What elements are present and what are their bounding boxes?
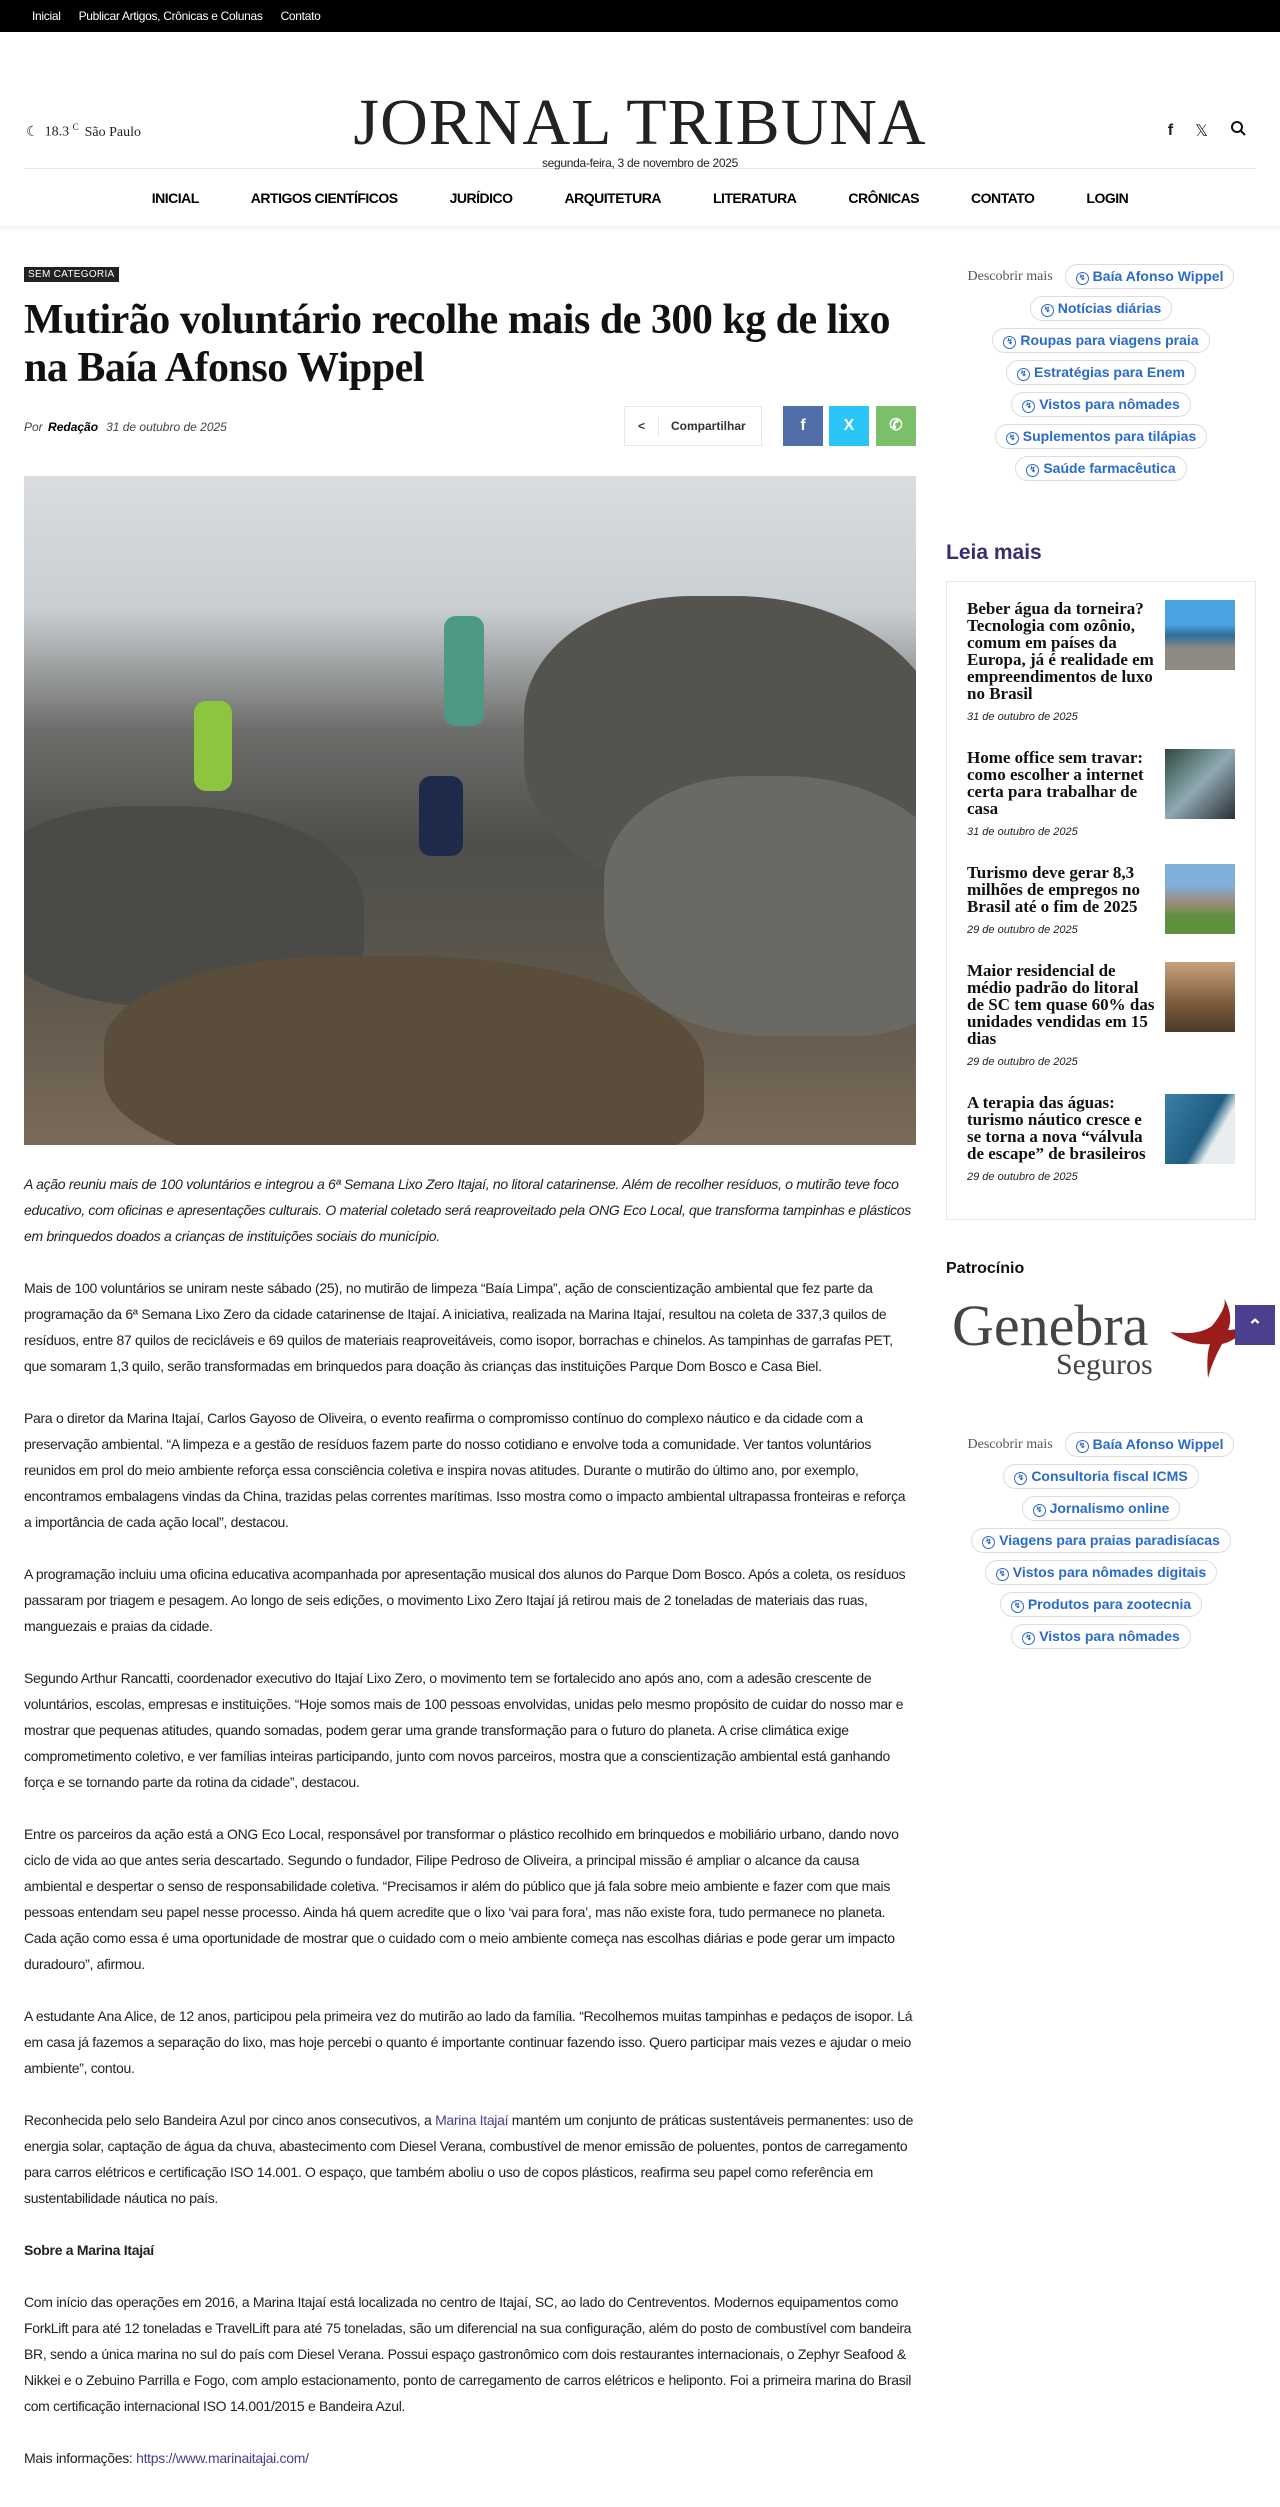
discover-label: Descobrir mais (967, 268, 1053, 284)
article (24, 264, 916, 2471)
main-nav (24, 168, 1256, 226)
bolt-icon: ↯ (1014, 1472, 1027, 1485)
related-thumbnail[interactable] (1165, 749, 1235, 819)
related-date: 29 de outubro de 2025 (967, 1056, 1078, 1068)
discover-pill[interactable]: ↯ Vistos para nômades (1011, 392, 1191, 417)
related-article[interactable] (967, 962, 1235, 1068)
related-title[interactable]: Home office sem travar: como escolher a internet certa para trabalhar de casa (967, 748, 1144, 818)
discover-pill[interactable]: ↯ Notícias diárias (1030, 296, 1173, 321)
facebook-icon[interactable]: f (1167, 121, 1174, 139)
related-date: 29 de outubro de 2025 (967, 1171, 1078, 1183)
nav-arquitetura[interactable]: ARQUITETURA (564, 189, 661, 206)
related-article[interactable] (967, 600, 1235, 723)
bolt-icon: ↯ (996, 1568, 1009, 1581)
share-label: Compartilhar (671, 419, 746, 433)
paragraph: A estudante Ana Alice, de 12 anos, participou pela primeira vez do mutirão ao lado da família. “Recolhemos muitas tampinhas e pedaços de isopor. Lá em casa já fazemos a separação do lixo, mas hoje percebi o quanto é importante continuar fazendo isso. Quero participar mais vezes e ajudar o meio ambiente”, contou. (24, 2008, 913, 2076)
marina-url-link[interactable]: https://www.marinaitajai.com/ (136, 2450, 309, 2466)
nav-divider (0, 226, 1280, 232)
nav-contato[interactable]: CONTATO (971, 189, 1035, 206)
header-date: segunda-feira, 3 de novembro de 2025 (541, 156, 738, 170)
sponsor-heading: Patrocínio (946, 1260, 1025, 1277)
discover-pill[interactable]: ↯ Baía Afonso Wippel (1065, 1432, 1235, 1457)
bolt-icon: ↯ (982, 1536, 995, 1549)
nav-literatura[interactable]: LITERATURA (712, 189, 797, 206)
x-icon[interactable]: 𝕏 (1195, 122, 1208, 140)
discover-pill[interactable]: ↯ Estratégias para Enem (1006, 360, 1196, 385)
share-button[interactable] (624, 406, 762, 446)
paragraph: A programação incluiu uma oficina educativa acompanhada por apresentação musical dos alunos do Parque Dom Bosco. Após a coleta, os resíduos passaram por triagem e pesagem. Ao longo de seis edições, o movimento Lixo Zero Itajaí já retirou mais de 2 toneladas de materiais das ruas, manguezais e praias da cidade. (24, 1566, 906, 1634)
search-icon[interactable] (1230, 120, 1246, 141)
discover-pill[interactable]: ↯ Produtos para zootecnia (1000, 1592, 1202, 1617)
discover-pill[interactable]: ↯ Vistos para nômades (1011, 1624, 1191, 1649)
paragraph: Reconhecida pelo selo Bandeira Azul por cinco anos consecutivos, a Marina Itajaí mantém um conjunto de práticas sustentáveis permanentes: uso de energia solar, captação de água da chuva, abastecimento com Diesel Verana, combustível de menor emissão de poluentes, pontos de carregamento para carros elétricos e certificação ISO 14.001. O espaço, que também aboliu o uso de copos plásticos, reafirma seu papel como referência em sustentabilidade náutica no país. (24, 2112, 914, 2206)
related-date: 29 de outubro de 2025 (967, 924, 1078, 936)
discover-pill[interactable]: ↯ Roupas para viagens praia (992, 328, 1209, 353)
discover-pill[interactable]: ↯ Baía Afonso Wippel (1065, 264, 1235, 289)
top-link-publicar[interactable]: Publicar Artigos, Crônicas e Colunas (78, 9, 263, 23)
article-date: 31 de outubro de 2025 (106, 420, 227, 434)
bolt-icon: ↯ (1003, 336, 1016, 349)
discover-pills-top (946, 264, 1256, 481)
photo-caption: A ação reuniu mais de 100 voluntários e integrou a 6ª Semana Lixo Zero Itajaí, no litoral catarinense. Além de recolher resíduos, o mutirão teve foco educativo, com oficinas e apresentações culturais. O material coletado será reaproveitado pela ONG Eco Local, que transforma tampinhas e plásticos em brinquedos doados a crianças de instituições sociais do município. (24, 1176, 911, 1244)
paragraph: Com início das operações em 2016, a Marina Itajaí está localizada no centro de Itajaí, SC, ao lado do Centreventos. Modernos equipamentos como ForkLift para até 12 toneladas e TravelLift para até 75 toneladas, são um diferencial na sua configuração, além do posto de combustível com bandeira BR, sendo a única marina no sul do país com Diesel Verana. Possui espaço gastronômico com dois restaurantes internacionais, o Zephyr Seafood & Nikkei e o Zebuino Parrilla e Fogo, com amplo estacionamento, ponto de carregamento de carros elétricos e heliponto. Foi a primeira marina do Brasil com certificação internacional ISO 14.001/2015 e Bandeira Azul. (24, 2294, 912, 2414)
weather-temp: 18.3 $^C$ (44, 122, 79, 140)
by-label: Por (24, 420, 43, 434)
category-badge[interactable]: SEM CATEGORIA (24, 267, 119, 282)
related-title[interactable]: A terapia das águas: turismo náutico cresce e se torna a nova “válvula de escape” de brasileiros (967, 1093, 1146, 1163)
more-info: Mais informações: https://www.marinaitajai.com/ (24, 2450, 309, 2466)
related-thumbnail[interactable] (1165, 600, 1235, 670)
paragraph: Mais de 100 voluntários se uniram neste sábado (25), no mutirão de limpeza “Baía Limpa”, ação de conscientização ambiental que fez parte da programação da 6ª Semana Lixo Zero da cidade catarinense de Itajaí. A iniciativa, realizada na Marina Itajaí, resultou na coleta de 337,3 quilos de resíduos, entre 87 quilos de recicláveis e 69 quilos de materiais reaproveitáveis, como isopor, borrachas e chinelos. As tampinhas de garrafas PET, que somaram 1,3 quilo, serão transformadas em brinquedos para doação às crianças das instituições Parque Dom Bosco e Casa Biel. (24, 1280, 893, 1374)
discover-pills-bottom (946, 1432, 1256, 1649)
article-photo (24, 476, 916, 1145)
nav-juridico[interactable]: JURÍDICO (449, 189, 513, 206)
site-header (0, 32, 1280, 168)
share-icon: < (625, 416, 659, 436)
related-thumbnail[interactable] (1165, 962, 1235, 1032)
top-link-contato[interactable]: Contato (280, 9, 321, 23)
marina-link[interactable]: Marina Itajaí (435, 2112, 509, 2128)
bolt-icon: ↯ (1041, 304, 1054, 317)
bolt-icon: ↯ (1076, 1440, 1089, 1453)
author-link[interactable]: Redação (48, 420, 99, 434)
discover-pill[interactable]: ↯ Suplementos para tilápias (995, 424, 1208, 449)
related-title[interactable]: Beber água da torneira? Tecnologia com ozônio, comum em países da Europa, já é realidade em empreendimentos de luxo no Brasil (967, 599, 1154, 703)
share-whatsapp-button[interactable]: ✆ (876, 406, 916, 446)
bolt-icon: ↯ (1017, 368, 1030, 381)
leia-mais-heading: Leia mais (946, 541, 1042, 564)
paragraph: Segundo Arthur Rancatti, coordenador executivo do Itajaí Lixo Zero, o movimento tem se fortalecido ano após ano, com a adesão crescente de voluntários, escolas, empresas e instituições. “Hoje somos mais de 100 pessoas envolvidas, unidas pelo mesmo propósito de cuidar do nosso mar e mostrar que pequenas atitudes, quando somadas, podem gerar uma grande transformação para o futuro do planeta. A crise climática exige comprometimento coletivo, e ver famílias inteiras participando, junto com novos parceiros, mostra que a conscientização ambiental está ganhando força e se tornando parte da rotina da cidade”, destacou. (24, 1670, 904, 1790)
paragraph: Para o diretor da Marina Itajaí, Carlos Gayoso de Oliveira, o evento reafirma o compromisso contínuo do complexo náutico e da cidade com a preservação ambiental. “A limpeza e a gestão de resíduos fazem parte do nosso cotidiano e envolve toda a comunidade. Ver tantos voluntários reunidos em prol do meio ambiente reforça essa consciência coletiva e inspira novas atitudes. Durante o mutirão do último ano, por exemplo, encontramos embalagens vindas da China, trazidas pelas correntes marítimas. Isso mostra como o impacto ambiental ultrapassa fronteiras e reforça a importância de cada ação local”, destacou. (24, 1410, 906, 1530)
related-articles (946, 581, 1256, 1220)
discover-pill[interactable]: ↯ Consultoria fiscal ICMS (1003, 1464, 1198, 1489)
related-date: 31 de outubro de 2025 (967, 711, 1078, 723)
discover-pill[interactable]: ↯ Saúde farmacêutica (1015, 456, 1186, 481)
related-title[interactable]: Turismo deve gerar 8,3 milhões de empregos no Brasil até o fim de 2025 (967, 863, 1140, 916)
discover-pill[interactable]: ↯ Vistos para nômades digitais (985, 1560, 1217, 1585)
article-meta (24, 406, 916, 460)
bolt-icon: ↯ (1022, 1632, 1035, 1645)
nav-login[interactable]: LOGIN (1086, 189, 1129, 206)
related-article[interactable] (967, 749, 1235, 838)
share-facebook-button[interactable]: f (783, 406, 823, 446)
bolt-icon: ↯ (1011, 1600, 1024, 1613)
discover-pill[interactable]: ↯ Jornalismo online (1022, 1496, 1181, 1521)
weather-city: São Paulo (84, 124, 141, 140)
related-article[interactable] (967, 1094, 1235, 1183)
bolt-icon: ↯ (1076, 272, 1089, 285)
sidebar (946, 264, 1256, 1649)
share-x-button[interactable]: X (829, 406, 869, 446)
nav-cronicas[interactable]: CRÔNICAS (848, 189, 920, 206)
site-logo[interactable]: JORNAL TRIBUNA (353, 86, 927, 159)
related-title[interactable]: Maior residencial de médio padrão do litoral de SC tem quase 60% das unidades vendidas em 15 dias (967, 961, 1155, 1048)
discover-label: Descobrir mais (967, 1436, 1053, 1452)
bolt-icon: ↯ (1022, 400, 1035, 413)
nav-artigos[interactable]: ARTIGOS CIENTÍFICOS (250, 189, 398, 206)
related-article[interactable] (967, 864, 1235, 936)
related-thumbnail[interactable] (1165, 1094, 1235, 1164)
top-link-inicial[interactable]: Inicial (32, 9, 61, 23)
bolt-icon: ↯ (1033, 1504, 1046, 1517)
related-thumbnail[interactable] (1165, 864, 1235, 934)
article-body (24, 1275, 916, 2471)
article-title: Mutirão voluntário recolhe mais de 300 kg de lixo na Baía Afonso Wippel (24, 297, 891, 391)
bolt-icon: ↯ (1026, 464, 1039, 477)
scroll-to-top-button[interactable] (1235, 1305, 1275, 1345)
related-date: 31 de outubro de 2025 (967, 826, 1078, 838)
moon-icon: ☾ (26, 124, 39, 140)
bolt-icon: ↯ (1006, 432, 1019, 445)
subheading: Sobre a Marina Itajaí (24, 2242, 154, 2258)
discover-pill[interactable]: ↯ Viagens para praias paradisíacas (971, 1528, 1231, 1553)
sponsor-logo[interactable]: Genebra Seguros (946, 1288, 1256, 1398)
nav-inicial[interactable]: INICIAL (151, 189, 199, 206)
top-bar (0, 0, 1280, 32)
chevron-up-icon: ⌃ (1247, 1316, 1263, 1336)
paragraph: Entre os parceiros da ação está a ONG Eco Local, responsável por transformar o plástico recolhido em brinquedos e mobiliário urbano, dando novo ciclo de vida ao que antes seria descartado. Segundo o fundador, Filipe Pedroso de Oliveira, a principal missão é ampliar o alcance da causa ambiental e despertar o senso de responsabilidade coletiva. “Precisamos ir além do público que já fala sobre meio ambiente e fazer com que mais pessoas entendam seu papel nesse processo. Ainda há quem acredite que o lixo ‘vai para fora’, mas não existe fora, tudo permanece no planeta. Cada ação como essa é uma oportunidade de mostrar que o cuidado com o meio ambiente começa nas escolhas diárias e pode gerar um impacto duradouro”, afirmou. (24, 1826, 899, 1972)
